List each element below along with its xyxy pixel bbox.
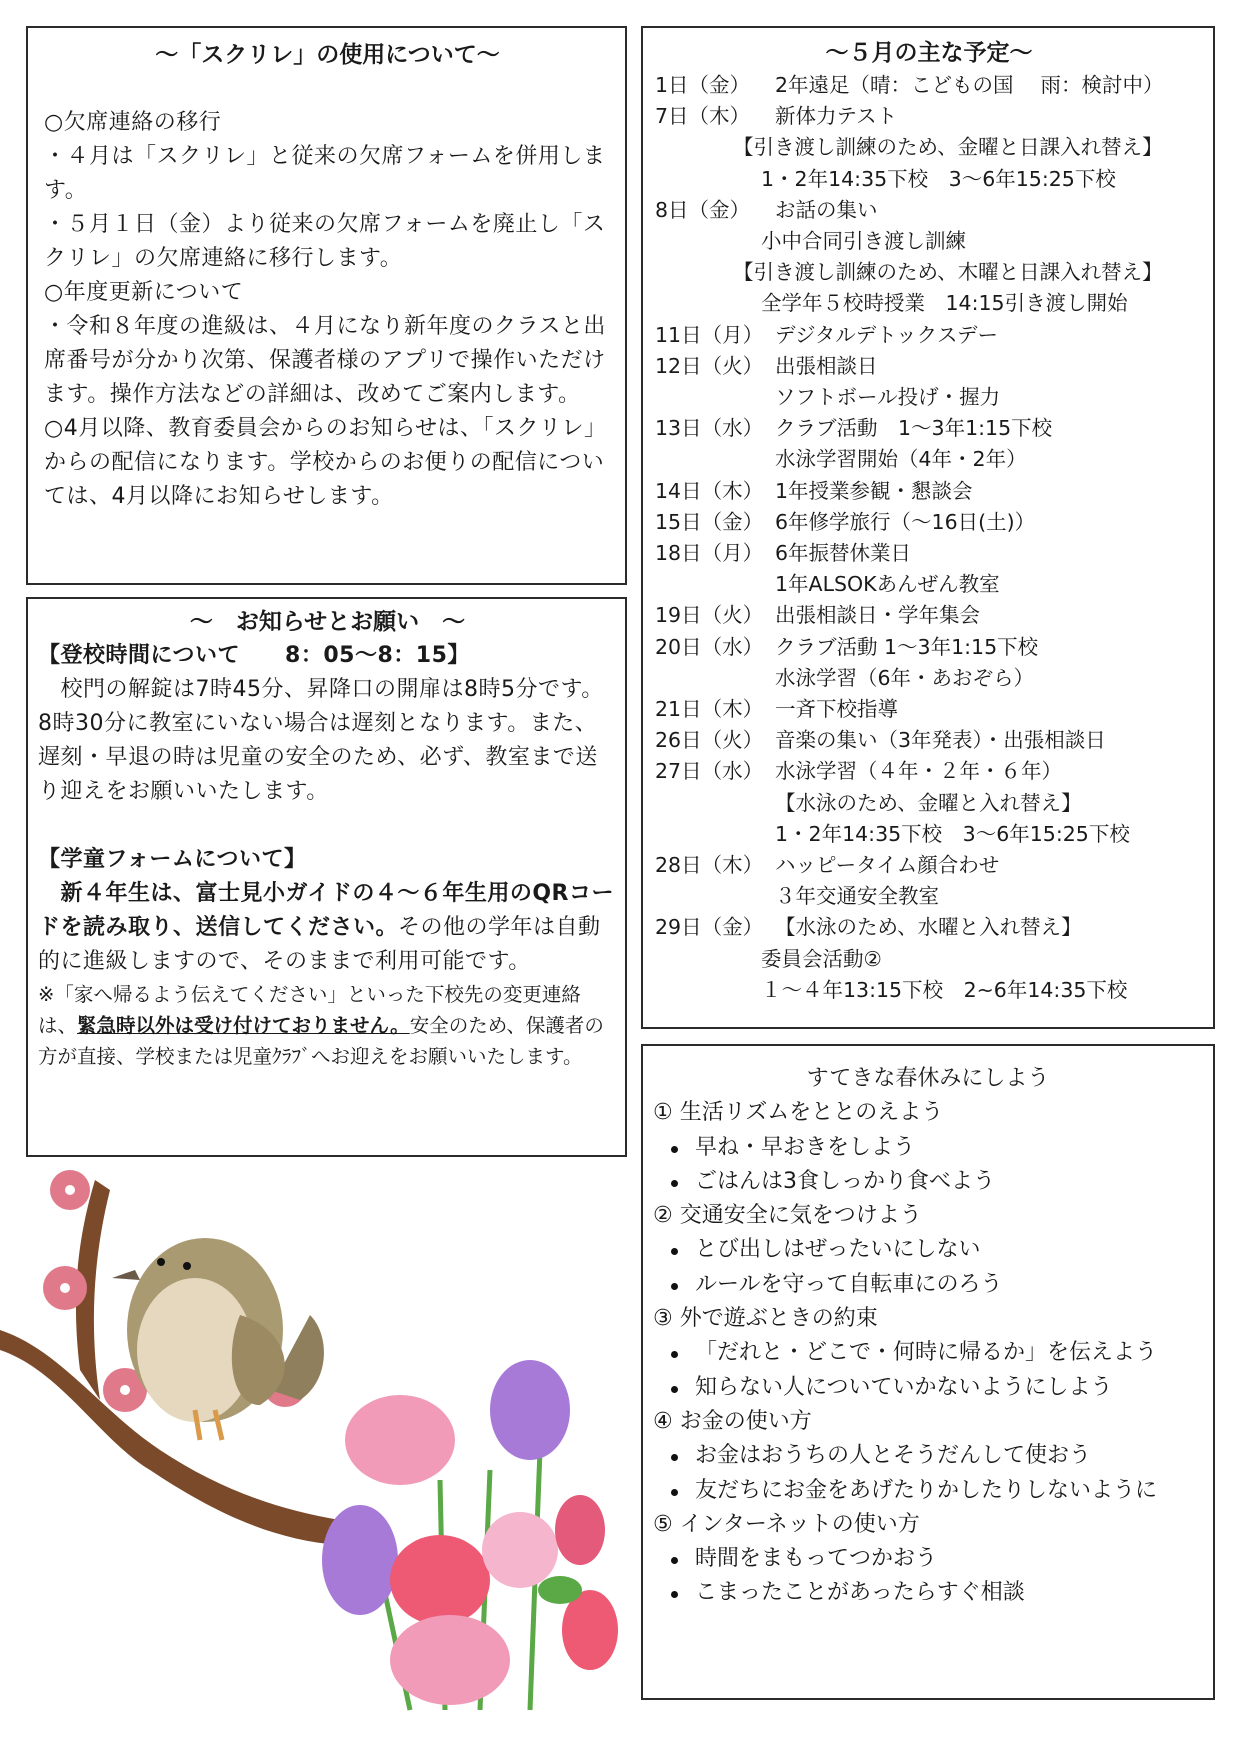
- spring-section-heading: ① 生活リズムをととのえよう: [653, 1100, 944, 1126]
- schedule-event: 6年振替休業日: [775, 541, 912, 566]
- schedule-date: 1日（金）: [655, 73, 751, 97]
- schedule-row: [655, 320, 1203, 351]
- schedule-event: 水泳学習（４年・２年・６年）: [775, 759, 1062, 784]
- schedule-date: 26日（火）: [655, 728, 764, 753]
- schedule-date: 27日（水）: [655, 759, 764, 784]
- spring-bullet-item: とび出しはぜったいにしない: [653, 1233, 1203, 1267]
- notice-title: ～ お知らせとお願い ～: [189, 609, 466, 635]
- spring-bullet-item: 早ね・早おきをしよう: [653, 1131, 1203, 1165]
- schedule-event: 【水泳のため、水曜と入れ替え】: [775, 915, 1082, 940]
- schedule-row: [655, 507, 1203, 538]
- schedule-date: 18日（月）: [655, 541, 764, 566]
- sukurire-body: [44, 106, 611, 514]
- schedule-row: [655, 600, 1203, 631]
- sukurire-title: ～「スクリレ」の使用について～: [155, 42, 500, 68]
- schedule-date: 19日（火）: [655, 603, 764, 628]
- sukurire-para-2: ・４月は「スクリレ」と従来の欠席フォームを併用します。: [44, 144, 606, 203]
- schedule-row: [655, 756, 1203, 787]
- note-emphasis: 緊急時以外は受け付けておりません。: [77, 1014, 410, 1037]
- schedule-row: 全学年５校時授業 14:15引き渡し開始: [761, 291, 1128, 316]
- schedule-event: 新体力テスト: [775, 104, 898, 129]
- schedule-event: お話の集い: [775, 197, 878, 222]
- schedule-date: 11日（月）: [655, 322, 764, 347]
- spring-bullet-item: こまったことがあったらすぐ相談: [653, 1576, 1203, 1610]
- schedule-row: [655, 70, 1203, 101]
- spring-section-heading: ② 交通安全に気をつけよう: [653, 1203, 922, 1229]
- gakudo-heading: 【学童フォームについて】: [38, 847, 307, 872]
- schedule-row: 【水泳のため、金曜と入れ替え】: [775, 790, 1082, 815]
- schedule-row: [655, 632, 1203, 663]
- sukurire-section: [26, 26, 627, 585]
- schedule-row: [655, 101, 1203, 132]
- may-schedule-section: [641, 26, 1215, 1029]
- schedule-row: 1・2年14:35下校 3～6年15:25下校: [775, 821, 1130, 846]
- bird-icon: [112, 1238, 324, 1440]
- schedule-row: 水泳学習開始（4年・2年）: [775, 447, 1027, 472]
- spring-bullet-list: [653, 1439, 1203, 1508]
- gakudo-text: [38, 877, 617, 979]
- gakudo-normal-text: その他の学年は自動的に進級しますので、そのままで利用可能です。: [38, 915, 601, 974]
- note-pre: ※「家へ帰るよう伝えてください」といった下校先の変更連絡は、: [38, 983, 581, 1037]
- schedule-date: 21日（木）: [655, 697, 764, 722]
- flowers-icon: [322, 1360, 618, 1710]
- spring-bullet-item: 時間をまもってつかおう: [653, 1542, 1203, 1576]
- schedule-date: 13日（水）: [655, 416, 764, 441]
- schedule-list: [655, 70, 1203, 1006]
- schedule-row: １～４年13:15下校 2~6年14:35下校: [761, 977, 1128, 1002]
- sukurire-para-4: ○年度更新について: [44, 280, 244, 305]
- schedule-row: 委員会活動②: [761, 946, 882, 971]
- schedule-date: 12日（火）: [655, 353, 764, 378]
- schedule-event: 6年修学旅行（～16日(土)）: [775, 509, 1036, 534]
- schedule-row: 1年ALSOKあんぜん教室: [775, 572, 1000, 597]
- schedule-event: 音楽の集い（3年発表）・出張相談日: [775, 728, 1106, 753]
- schedule-row: [655, 476, 1203, 507]
- schedule-date: 29日（金）: [655, 915, 764, 940]
- spring-section-heading: ⑤ インターネットの使い方: [653, 1511, 920, 1537]
- schedule-title: ～５月の主な予定～: [825, 40, 1033, 66]
- sukurire-para-3: ・５月１日（金）より従来の欠席フォームを廃止し「スクリレ」の欠席連絡に移行します。: [44, 212, 606, 271]
- schedule-date: 7日（木）: [655, 104, 751, 129]
- arrival-text: 校門の解錠は7時45分、昇降口の開扉は8時5分です。8時30分に教室にいない場合は遅刻となります。また、遅刻・早退の時は児童の安全のため、必ず、教室まで送り迎えをお願いいたします。: [38, 677, 604, 804]
- spring-bullet-item: 「だれと・どこで・何時に帰るか」を伝えよう: [653, 1336, 1203, 1370]
- schedule-row: [655, 694, 1203, 725]
- notice-section: [26, 597, 627, 1157]
- schedule-row: ソフトボール投げ・握力: [775, 385, 1001, 410]
- schedule-event: 2年遠足（晴：こどもの国 雨：検討中）: [775, 73, 1164, 97]
- bird-and-flowers-illustration: [0, 1150, 640, 1730]
- schedule-date: 28日（木）: [655, 853, 764, 878]
- schedule-event: ハッピータイム顔合わせ: [775, 853, 1000, 878]
- schedule-row: [655, 725, 1203, 756]
- schedule-row: 1・2年14:35下校 3～6年15:25下校: [761, 166, 1116, 191]
- schedule-row: ３年交通安全教室: [775, 884, 939, 909]
- spring-bullet-item: ごはんは3食しっかり食べよう: [653, 1165, 1203, 1199]
- schedule-event: 出張相談日・学年集会: [775, 603, 980, 628]
- schedule-date: 8日（金）: [655, 197, 751, 222]
- spring-title: すてきな春休みにしよう: [806, 1066, 1050, 1091]
- schedule-row: 小中合同引き渡し訓練: [761, 229, 966, 254]
- schedule-row: 【引き渡し訓練のため、木曜と日課入れ替え】: [733, 260, 1163, 285]
- arrival-heading: 【登校時間について 8：05～8：15】: [38, 643, 470, 668]
- schedule-row: [655, 912, 1203, 943]
- spring-bullet-list: [653, 1542, 1203, 1611]
- spring-bullet-item: お金はおうちの人とそうだんして使おう: [653, 1439, 1203, 1473]
- note-post: 安全のため、保護者の方が直接、学校または児童ｸﾗﾌﾞへお迎えをお願いいたします。: [38, 1014, 604, 1068]
- schedule-date: 14日（木）: [655, 478, 764, 503]
- schedule-date: 20日（水）: [655, 634, 764, 659]
- schedule-row: [655, 538, 1203, 569]
- sukurire-para-1: ○欠席連絡の移行: [44, 110, 222, 135]
- schedule-event: クラブ活動 1～3年1:15下校: [775, 634, 1039, 659]
- spring-break-section: [641, 1044, 1215, 1700]
- schedule-row: 【引き渡し訓練のため、金曜と日課入れ替え】: [733, 135, 1163, 160]
- spring-list: [653, 1096, 1203, 1610]
- spring-bullet-item: ルールを守って自転車にのろう: [653, 1268, 1203, 1302]
- spring-bullet-list: [653, 1336, 1203, 1405]
- schedule-row: [655, 850, 1203, 881]
- schedule-row: [655, 195, 1203, 226]
- schedule-event: クラブ活動 1～3年1:15下校: [775, 416, 1053, 441]
- schedule-row: 水泳学習（6年・あおぞら）: [775, 665, 1035, 690]
- spring-bullet-item: 友だちにお金をあげたりかしたりしないように: [653, 1474, 1203, 1508]
- schedule-event: 出張相談日: [775, 353, 878, 378]
- spring-section-heading: ④ お金の使い方: [653, 1408, 812, 1434]
- sukurire-para-6: ○4月以降、教育委員会からのお知らせは、「スクリレ」からの配信になります。学校からのお便りの配信については、4月以降にお知らせします。: [44, 416, 607, 509]
- schedule-row: [655, 413, 1203, 444]
- schedule-event: 1年授業参観・懇談会: [775, 478, 973, 503]
- spring-section-heading: ③ 外で遊ぶときの約束: [653, 1306, 878, 1332]
- schedule-event: デジタルデトックスデー: [775, 322, 999, 347]
- spring-bullet-item: 知らない人についていかないようにしよう: [653, 1371, 1203, 1405]
- schedule-event: 一斉下校指導: [775, 697, 898, 722]
- sukurire-para-5: ・令和８年度の進級は、４月になり新年度のクラスと出席番号が分かり次第、保護者様のアプリで操作いただけます。操作方法などの詳細は、改めてご案内します。: [44, 314, 606, 407]
- spring-bullet-list: [653, 1233, 1203, 1302]
- spring-bullet-list: [653, 1131, 1203, 1200]
- schedule-row: [655, 351, 1203, 382]
- schedule-date: 15日（金）: [655, 509, 764, 534]
- pickup-note: [38, 979, 617, 1072]
- gakudo-bold-text: 新４年生は、富士見小ガイドの４～６年生用のQRコードを読み取り、送信してください。: [38, 881, 614, 940]
